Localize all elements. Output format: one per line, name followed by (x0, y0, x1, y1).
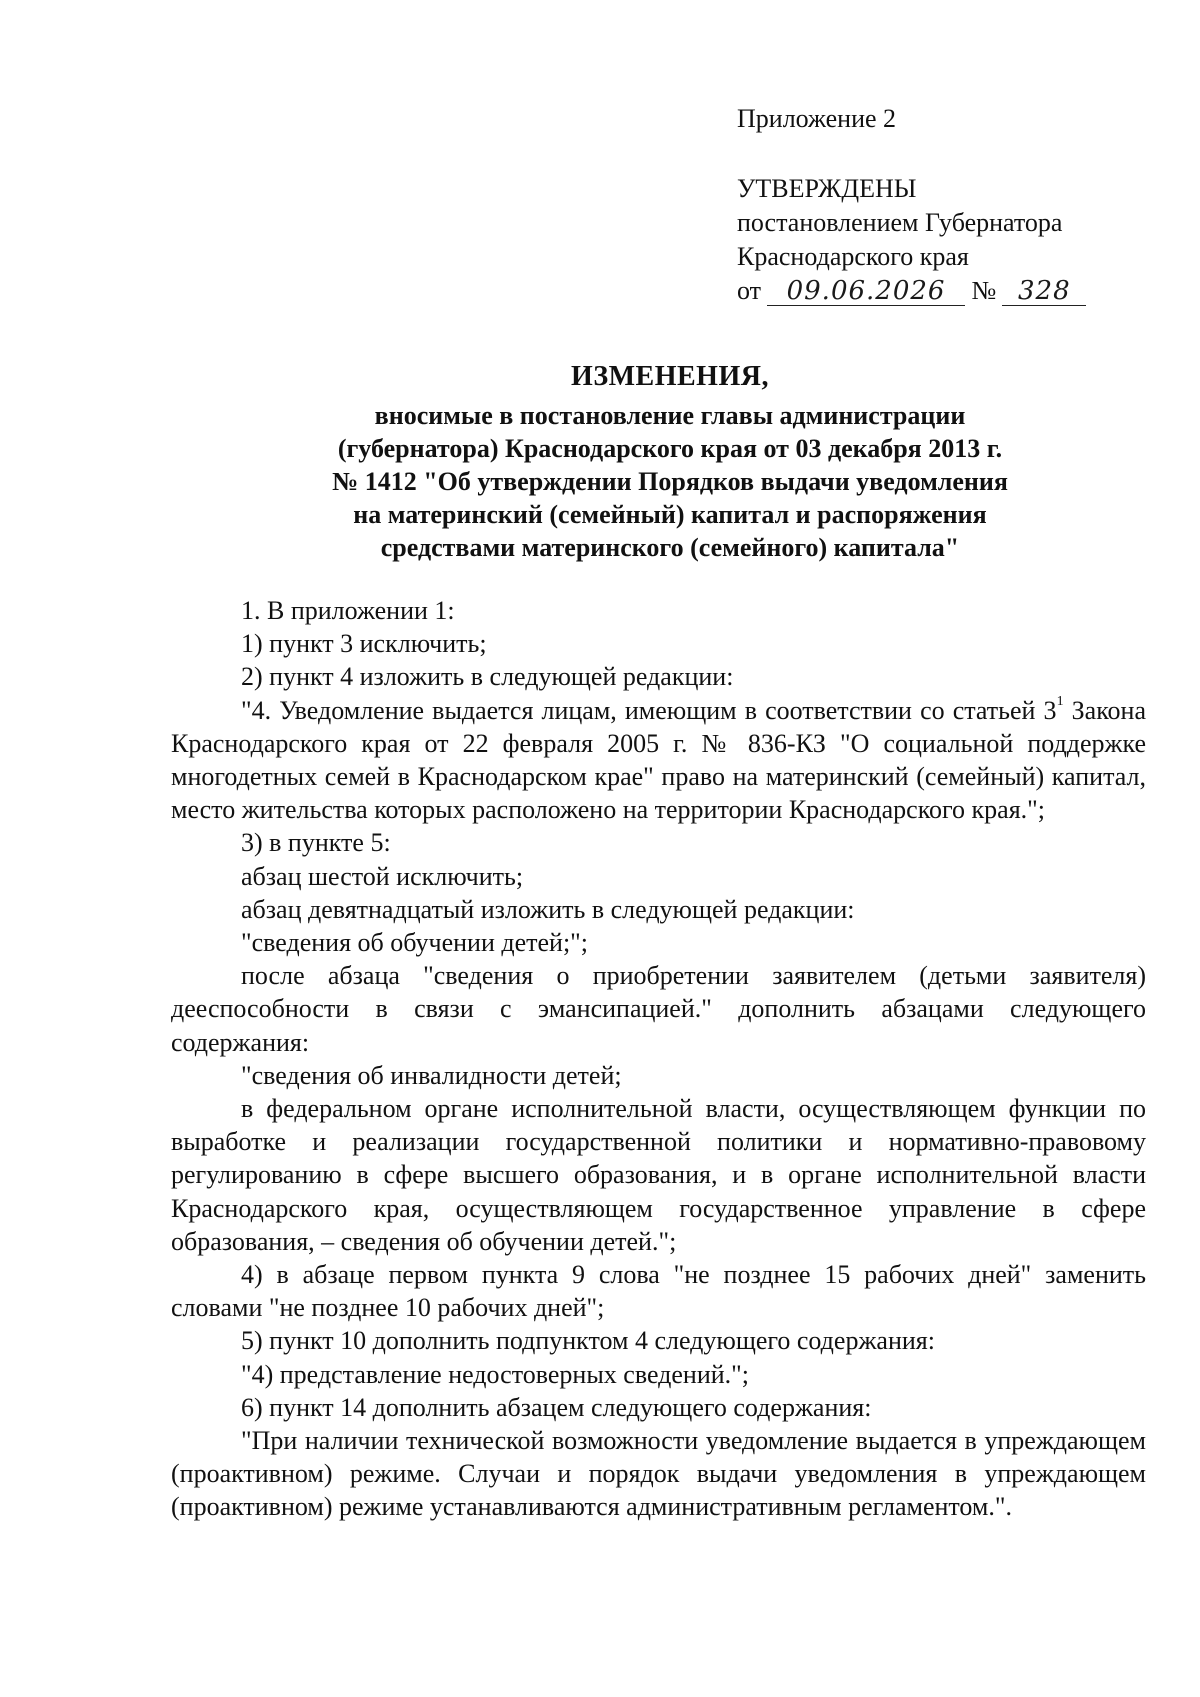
number-prefix: № (971, 276, 997, 305)
handwritten-number: 328 (1002, 277, 1086, 306)
paragraph-text: Закона Краснодарского края от 22 февраля 2005 г. № 836-КЗ "О социальной поддержке многодетных семей в Краснодарском крае" право на материнский (семейный) капитал, место жительства которых расположено на территории Краснодарского края."; (171, 695, 1146, 825)
approval-line-1: постановлением Губернатора (737, 208, 1063, 237)
paragraph-text: "4. Уведомление выдается лицам, имеющим в соответствии со статьей 3 (241, 695, 1057, 725)
document-body (171, 594, 1146, 1524)
paragraph: "4) представление недостоверных сведений."; (241, 1359, 749, 1389)
approval-block (737, 102, 1157, 308)
paragraph: 2) пункт 4 изложить в следующей редакции: (241, 662, 734, 692)
paragraph: 6) пункт 14 дополнить абзацем следующего содержания: (241, 1392, 872, 1422)
paragraph: абзац шестой исключить; (241, 861, 524, 891)
title-line: на материнский (семейный) капитал и распоряжения (353, 500, 987, 529)
paragraph: "сведения об инвалидности детей; (241, 1060, 622, 1090)
title-main: ИЗМЕНЕНИЯ, (571, 361, 769, 392)
approval-line-2: Краснодарского края (737, 242, 969, 271)
document-title (170, 360, 1170, 564)
paragraph: 3) в пункте 5: (241, 828, 391, 858)
paragraph: абзац девятнадцатый изложить в следующей редакции: (241, 894, 855, 924)
date-prefix: от (737, 276, 762, 305)
paragraph-point-4 (171, 694, 1146, 827)
approval-date-line (737, 274, 1157, 308)
title-line: вносимые в постановление главы администрации (374, 401, 966, 430)
paragraph: в федеральном органе исполнительной власти, осуществляющем функции по выработке и реализации государственной политики и нормативно-правовому регулированию в сфере высшего образования, и в органе исполнительной власти Краснодарского края, осуществляющем государственное управление в сфере образования, – сведения об обучении детей."; (171, 1094, 1146, 1256)
paragraph: 1) пункт 3 исключить; (241, 629, 487, 659)
appendix-label: Приложение 2 (737, 104, 897, 133)
approved-heading: УТВЕРЖДЕНЫ (737, 174, 917, 203)
paragraph: после абзаца "сведения о приобретении заявителем (детьми заявителя) дееспособности в связи с эмансипацией." дополнить абзацами следующего содержания: (171, 961, 1146, 1057)
title-line: средствами материнского (семейного) капитала" (380, 533, 960, 562)
superscript: 1 (1056, 693, 1064, 709)
title-line: (губернатора) Краснодарского края от 03 декабря 2013 г. (337, 434, 1003, 463)
handwritten-date: 09.06.2026 (767, 277, 965, 306)
paragraph: 4) в абзаце первом пункта 9 слова "не позднее 15 рабочих дней" заменить словами "не позднее 10 рабочих дней"; (171, 1260, 1146, 1323)
paragraph: 1. В приложении 1: (241, 596, 455, 625)
title-line: № 1412 "Об утверждении Порядков выдачи уведомления (332, 467, 1008, 496)
paragraph: 5) пункт 10 дополнить подпунктом 4 следующего содержания: (241, 1326, 935, 1356)
paragraph: "сведения об обучении детей;"; (241, 928, 589, 958)
paragraph: "При наличии технической возможности уведомление выдается в упреждающем (проактивном) режиме. Случаи и порядок выдачи уведомления в упреждающем (проактивном) режиме устанавливаются административным регламентом.". (171, 1426, 1146, 1522)
